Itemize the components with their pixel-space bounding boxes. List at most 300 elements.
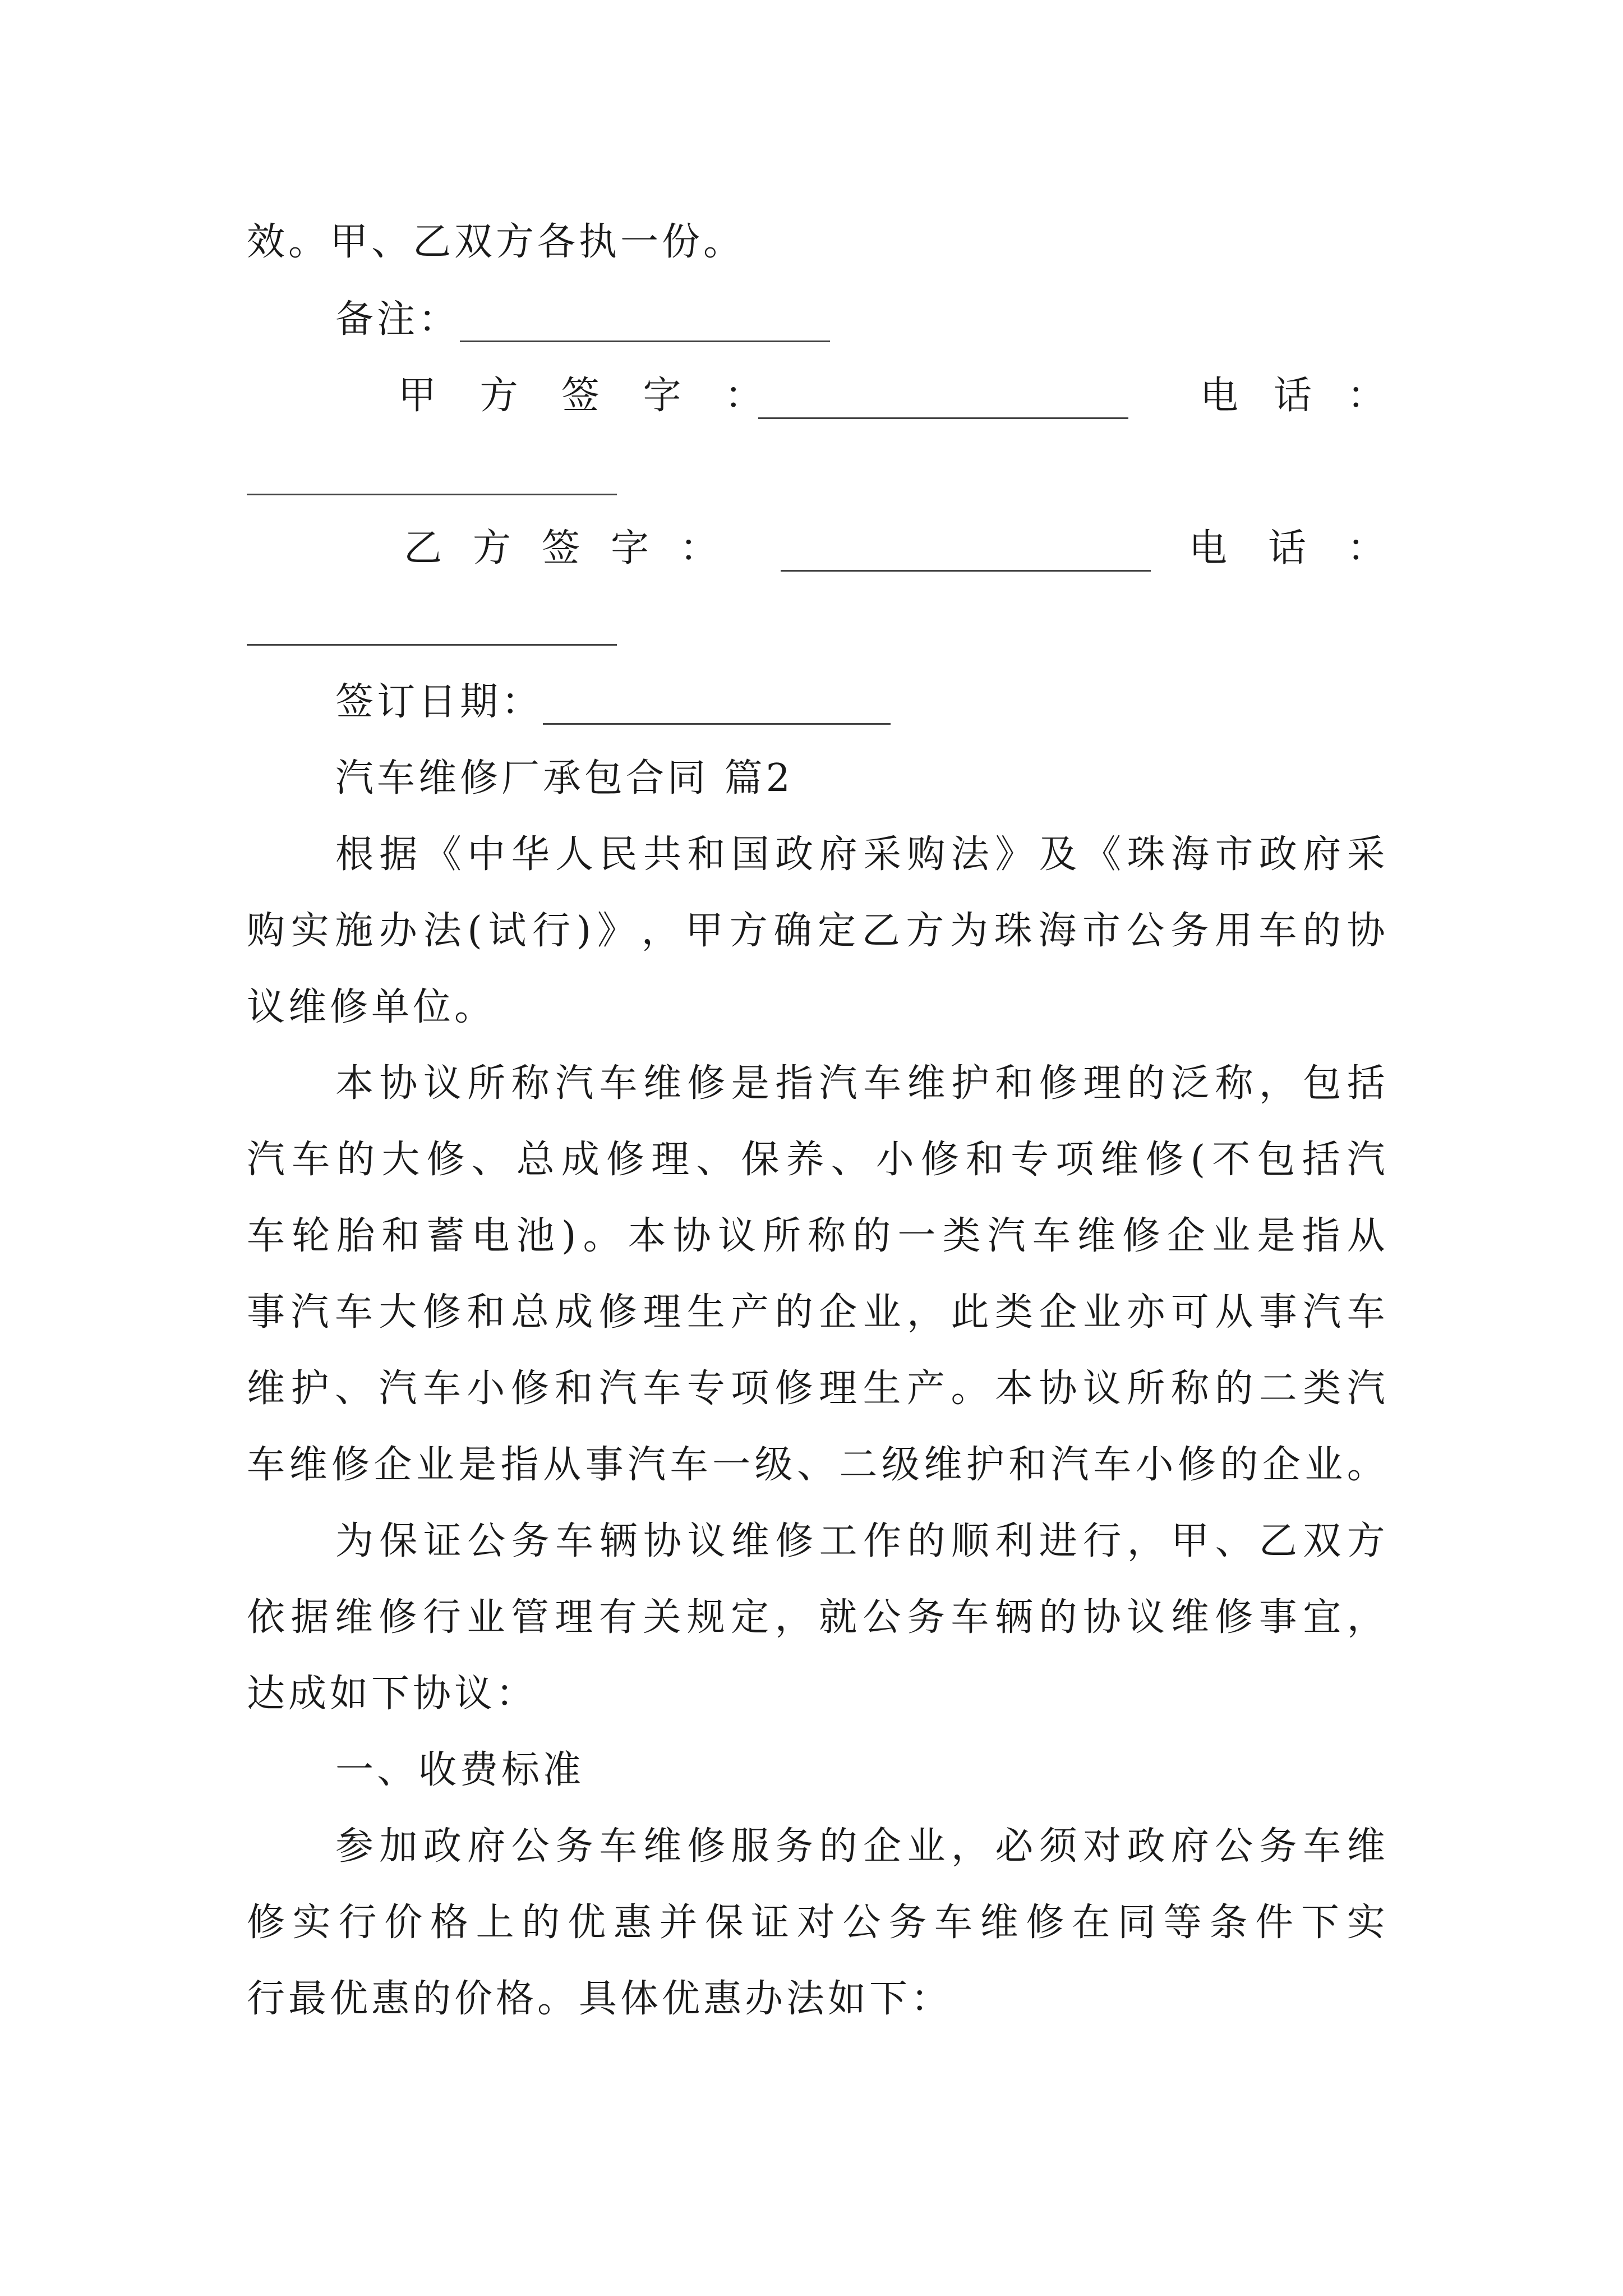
char: 业 [416,1443,454,1487]
char: 业 [907,1824,946,1869]
char: 》 [995,832,1034,877]
char: 车 [670,1443,708,1487]
char: 修 [687,1824,726,1869]
char: 法 [423,909,462,953]
char: 定 [731,1595,769,1640]
char: 就 [819,1595,857,1640]
char: 成 [555,1290,593,1335]
char: 车 [1258,909,1297,953]
char: 车 [863,1061,902,1106]
char: 在 [1072,1901,1110,1945]
char: 维 [924,1443,962,1487]
char: 修 [1215,1595,1253,1640]
party-b-sign-blank[interactable] [781,535,1151,572]
char: 施 [335,909,374,953]
char: 议 [423,1061,462,1106]
char: 维 [643,1824,681,1869]
char: 和 [467,1290,505,1335]
char: 理 [555,1595,593,1640]
char: 称 [1170,1366,1209,1411]
paragraph-line [247,1290,1385,1335]
party-b-sign-label [404,526,718,571]
char: 优 [568,1901,606,1945]
label-char: ： [1347,526,1385,570]
char: 价 [384,1901,423,1945]
char: 辆 [599,1519,638,1563]
char: ， [907,1290,946,1335]
label-char: 方 [472,526,511,570]
char: 产 [731,1290,769,1335]
char: 总 [516,1138,555,1182]
char: 大 [381,1138,420,1182]
char: 业 [1304,1443,1343,1487]
char: 专 [1011,1138,1049,1182]
paragraph-line [247,1443,1385,1488]
char: 小 [1135,1443,1174,1487]
char: 据 [379,832,418,877]
char: 公 [863,1595,901,1640]
char: 汽 [1347,1138,1385,1182]
char: 汽 [1050,1443,1089,1487]
char: 议 [687,1519,726,1563]
char: 项 [731,1366,769,1411]
char: 为 [335,1519,374,1563]
char: 《 [1083,832,1122,877]
char: 是 [458,1443,497,1487]
char: 对 [796,1901,835,1945]
char: 括 [1347,1061,1385,1106]
char: 企 [1039,1290,1077,1335]
char: 珠 [994,909,1032,953]
label-char: 话 [1273,374,1312,418]
char: 方 [906,909,944,953]
paragraph-line [247,1366,1385,1411]
char: 协 [1039,1366,1077,1411]
char: 政 [1258,832,1297,877]
char: 指 [775,1061,814,1106]
char: 事 [1258,1595,1297,1640]
char: 业 [1212,1214,1251,1258]
char: ( [467,909,482,953]
char: 政 [423,1824,462,1869]
char: 修 [331,1443,370,1487]
char: 二 [839,1443,878,1487]
char: ， [641,909,680,953]
party-a-phone-blank[interactable] [247,459,617,495]
char: 维 [907,1061,946,1106]
char: 修 [1145,1138,1184,1182]
char: 采 [1347,832,1385,877]
char: 》 [597,909,635,953]
char: 不 [1212,1138,1251,1182]
char: 维 [247,1366,285,1411]
char: ) [576,909,592,953]
char: 维 [980,1901,1018,1945]
char: 事 [247,1290,285,1335]
char: ( [1190,1138,1206,1182]
char: 《 [423,832,462,877]
char: 是 [1257,1214,1295,1258]
closing-line: 效。甲、乙双方各执一份。 [247,220,745,264]
char: 实 [292,1901,331,1945]
char: 件 [1255,1901,1294,1945]
label-char: ： [724,374,763,418]
sign-date-label: 签订日期： [335,680,543,724]
char: 养 [786,1138,824,1182]
label-char: 电 [1200,374,1239,418]
char: 实 [1347,1901,1385,1945]
char: 本 [335,1061,374,1106]
char: 。 [1347,1443,1385,1487]
char: 胎 [336,1214,375,1258]
char: 和 [555,1366,593,1411]
label-char: ： [679,526,718,570]
label-char: 电 [1189,526,1228,570]
paragraph-line [335,832,1385,877]
char: 所 [467,1061,506,1106]
char: 购 [907,832,946,877]
char: 称 [808,1214,846,1258]
char: 修 [379,1595,417,1640]
char: 必 [995,1824,1034,1869]
remark-blank[interactable] [460,306,830,342]
char: 和 [966,1138,1004,1182]
char: 类 [942,1214,981,1258]
char: 方 [729,909,768,953]
char: 护 [291,1366,329,1411]
char: 包 [1303,1061,1341,1106]
char: 泛 [1171,1061,1210,1106]
char: 政 [775,832,814,877]
char: 行 [1083,1519,1122,1563]
char: 蓄 [426,1214,465,1258]
char: 车 [934,1901,973,1945]
char: 务 [1258,1824,1297,1869]
char: 保 [705,1901,744,1945]
char: 方 [1347,1519,1385,1563]
char: 上 [476,1901,514,1945]
label-char: 签 [561,374,600,418]
char: 行 [532,909,571,953]
char: 轮 [292,1214,330,1258]
char: 海 [1038,909,1077,953]
char: 护 [966,1443,1004,1487]
char: 加 [379,1824,418,1869]
char: 此 [951,1290,989,1335]
char: 理 [819,1366,857,1411]
char: 本 [628,1214,666,1258]
char: 项 [1055,1138,1094,1182]
char: 业 [467,1595,505,1640]
char: 惠 [613,1901,652,1945]
char: 护 [951,1061,989,1106]
char: 修 [1122,1214,1161,1258]
char: 称 [511,1061,550,1106]
char: 维 [1347,1824,1385,1869]
paragraph-line [247,909,1385,954]
char: 企 [819,1290,857,1335]
char: 的 [819,1824,857,1869]
char: 从 [543,1443,582,1487]
char: 甲 [685,909,724,953]
char: 修 [920,1138,959,1182]
char: 府 [1303,832,1341,877]
char: 等 [1163,1901,1202,1945]
char: 包 [1257,1138,1295,1182]
char: 双 [1303,1519,1341,1563]
remark-label: 备注： [335,297,460,342]
char: 修 [422,1290,461,1335]
char: 进 [1039,1519,1077,1563]
char: 车 [247,1443,285,1487]
char: 府 [467,1824,506,1869]
char: 公 [842,1901,881,1945]
char: 辆 [994,1595,1033,1640]
paragraph-line [247,1595,1385,1640]
char: ， [951,1824,989,1869]
char: 所 [763,1214,801,1258]
char: 专 [686,1366,725,1411]
char: 根 [335,832,374,877]
char: 所 [1127,1366,1165,1411]
char: 试 [488,909,527,953]
char: 修 [510,1366,549,1411]
char: 、 [696,1138,735,1182]
char: 可 [1170,1290,1209,1335]
char: 事 [1258,1290,1297,1335]
char: 的 [1303,909,1341,953]
char: 下 [1301,1901,1339,1945]
char: 括 [1302,1138,1340,1182]
char: 车 [599,1061,638,1106]
char: 汽 [1347,1366,1385,1411]
char: 据 [291,1595,329,1640]
char: 法 [951,832,989,877]
char: 的 [1220,1443,1258,1487]
char: 亦 [1127,1290,1165,1335]
char: 生 [686,1290,725,1335]
char: 汽 [819,1061,857,1106]
char: 及 [1039,832,1077,877]
char: 证 [751,1901,790,1945]
char: 。 [951,1366,989,1411]
char: 务 [511,1519,550,1563]
char: 修 [598,1290,637,1335]
char: 公 [1126,909,1165,953]
label-char: 话 [1267,526,1306,570]
char: 对 [1083,1824,1122,1869]
char: ， [1258,1061,1297,1106]
char: 成 [561,1138,600,1182]
party-a-sign-blank[interactable] [758,383,1128,419]
char: 工 [819,1519,857,1563]
char: 议 [1082,1366,1121,1411]
char: 用 [1214,909,1253,953]
char: 、 [334,1366,373,1411]
char: 车 [599,1824,638,1869]
char: 称 [1215,1061,1253,1106]
char: 利 [995,1519,1034,1563]
char: 是 [731,1061,769,1106]
char: 的 [907,1519,946,1563]
char: 的 [336,1138,375,1182]
char: 修 [774,1366,813,1411]
char: 珠 [1127,832,1165,877]
char: 维 [334,1595,373,1640]
char: 和 [1008,1443,1047,1487]
char: 须 [1039,1824,1077,1869]
char: 的 [522,1901,560,1945]
char: 池 [516,1214,555,1258]
char: 保 [379,1519,418,1563]
sign-date-blank[interactable] [543,688,891,725]
char: 从 [1347,1214,1385,1258]
char: 类 [1303,1366,1341,1411]
char: 公 [1215,1824,1253,1869]
char: 汽 [555,1061,594,1106]
party-a-sign-label [398,374,763,418]
char: 理 [1083,1061,1122,1106]
char: 维 [289,1443,328,1487]
char: 和 [687,832,726,877]
char: 修 [247,1901,285,1945]
char: 行 [338,1901,377,1945]
char: ， [1127,1519,1165,1563]
char: 车 [1303,1824,1341,1869]
char: 依 [247,1595,285,1640]
char: 总 [510,1290,549,1335]
char: 车 [247,1214,285,1258]
char: 车 [1347,1290,1385,1335]
char: 府 [819,832,857,877]
char: 修 [775,1519,814,1563]
char: 民 [599,832,638,877]
char: 维 [1170,1595,1209,1640]
label-char: 乙 [404,526,442,570]
char: 府 [1171,1824,1210,1869]
char: 和 [995,1061,1034,1106]
party-b-phone-label [1189,526,1385,571]
char: 企 [374,1443,412,1487]
char: 规 [686,1595,725,1640]
char: 、 [471,1138,510,1182]
char: 务 [555,1824,594,1869]
char: 格 [430,1901,468,1945]
char: 协 [643,1519,681,1563]
char: 市 [1082,909,1121,953]
char: 指 [1302,1214,1340,1258]
char: 的 [774,1290,813,1335]
char: 汽 [379,1366,417,1411]
char: 汽 [987,1214,1026,1258]
char: 宜 [1303,1595,1341,1640]
label-char: ： [1347,374,1385,418]
char: 务 [775,1824,814,1869]
char: 条 [1209,1901,1248,1945]
char: 采 [863,832,902,877]
char: 共 [643,832,681,877]
char: 购 [247,909,285,953]
char: 汽 [291,1290,329,1335]
char: 管 [510,1595,549,1640]
char: 小 [467,1366,505,1411]
char: 指 [500,1443,539,1487]
char: 乙 [1258,1519,1297,1563]
char: 行 [422,1595,461,1640]
party-b-phone-blank[interactable] [247,609,617,646]
char: 车 [292,1138,330,1182]
char: 小 [875,1138,914,1182]
char: 生 [863,1366,901,1411]
char: 证 [423,1519,462,1563]
char: 企 [1262,1443,1301,1487]
label-char: 方 [479,374,518,418]
char: 顺 [951,1519,989,1563]
party-a-phone-label [1200,374,1385,418]
char: 务 [888,1901,927,1945]
label-char: 字 [610,526,649,570]
char: 修 [1039,1061,1077,1106]
char: 市 [1215,832,1253,877]
char: 并 [659,1901,698,1945]
char: 维 [1077,1214,1115,1258]
char: 协 [1347,909,1385,953]
section-heading: 汽车维修厂承包合同 篇2 [335,756,794,800]
char: 修 [1177,1443,1216,1487]
char: 二 [1258,1366,1297,1411]
char: 和 [381,1214,420,1258]
char: 理 [643,1290,681,1335]
item-heading: 一、收费标准 [335,1748,585,1792]
char: 政 [1127,1824,1165,1869]
paragraph-line [335,1061,1385,1106]
char: 为 [949,909,988,953]
char: 、 [831,1138,869,1182]
char: 业 [863,1290,901,1335]
char: 维 [731,1519,769,1563]
label-char: 字 [643,374,681,418]
remark-row [335,297,1385,342]
char: 、 [796,1443,835,1487]
char: 类 [994,1290,1033,1335]
char: 修 [1026,1901,1064,1945]
char: 办 [379,909,417,953]
char: 本 [994,1366,1033,1411]
char: 修 [426,1138,465,1182]
char: 海 [1171,832,1210,877]
char: 产 [907,1366,946,1411]
char: 业 [1082,1290,1121,1335]
sign-date-row [335,680,1385,725]
char: 公 [511,1824,550,1869]
char: 有 [598,1595,637,1640]
char: 务 [1170,909,1209,953]
char: 乙 [861,909,900,953]
char: 定 [818,909,856,953]
char: 维 [643,1061,681,1106]
char: 车 [951,1595,989,1640]
paragraph-line [335,1824,1385,1869]
paragraph-line: 达成如下协议： [247,1672,538,1716]
char: 汽 [598,1366,637,1411]
char: ) [561,1214,577,1258]
char: 中 [467,832,506,877]
char: 企 [863,1824,902,1869]
char: 同 [1117,1901,1156,1945]
char: 、 [1215,1519,1253,1563]
char: 保 [741,1138,780,1182]
char: 参 [335,1824,374,1869]
